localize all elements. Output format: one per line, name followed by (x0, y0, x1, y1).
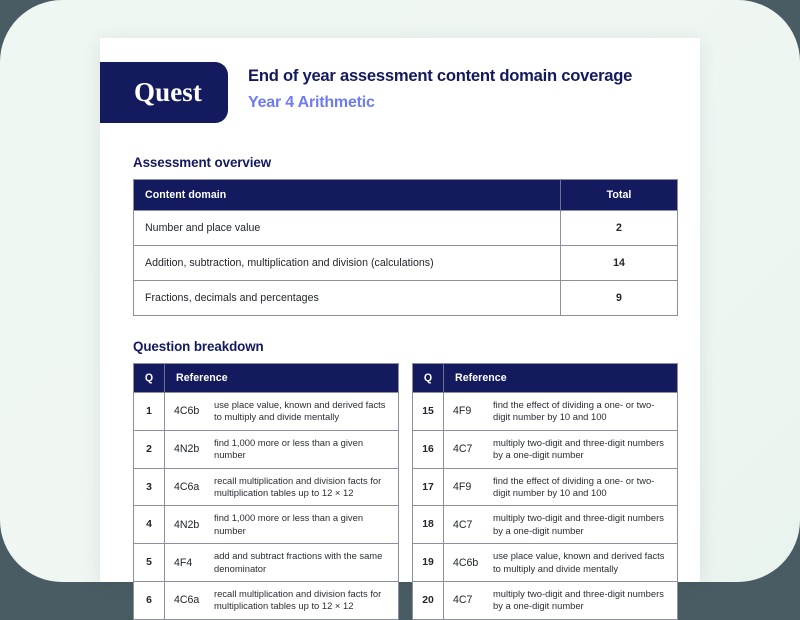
reference-code: 4C7 (453, 518, 473, 531)
reference-description: recall multiplication and division facts for multiplication tables up to 12 × 12 (214, 588, 382, 612)
question-number-cell: 18 (413, 506, 444, 544)
reference-code: 4C6a (174, 594, 200, 607)
reference-description: multiply two-digit and three-digit numbers by a one-digit number (493, 588, 664, 612)
reference-code: 4N2b (174, 518, 200, 531)
question-breakdown-heading: Question breakdown (133, 339, 264, 354)
reference-line (174, 550, 391, 575)
question-breakdown-grid (133, 363, 678, 620)
question-reference-cell (444, 430, 678, 468)
reference-code: 4N2b (174, 443, 200, 456)
question-number-cell: 3 (134, 468, 165, 506)
reference-code: 4F9 (453, 481, 472, 494)
question-reference-cell (444, 468, 678, 506)
title-block (248, 66, 688, 112)
question-right-col-reference: Reference (444, 364, 678, 393)
document-card (100, 38, 700, 612)
reference-description: find 1,000 more or less than a given number (214, 436, 364, 461)
overview-domain-cell: Number and place value (134, 211, 561, 246)
question-left-head (134, 364, 399, 393)
quest-logo-text: Quest (134, 77, 202, 107)
reference-code: 4C7 (453, 443, 473, 456)
table-row (413, 430, 678, 468)
question-number-cell: 4 (134, 506, 165, 544)
table-row (413, 582, 678, 620)
overview-total-cell: 2 (561, 211, 678, 246)
question-reference-cell (165, 582, 399, 620)
assessment-overview-heading: Assessment overview (133, 155, 272, 170)
overview-total-cell: 9 (561, 281, 678, 316)
reference-code: 4C6b (453, 556, 479, 569)
question-reference-cell (165, 468, 399, 506)
reference-line (174, 437, 391, 462)
reference-description: find 1,000 more or less than a given number (214, 512, 364, 536)
reference-line (174, 399, 391, 424)
table-row (134, 506, 399, 544)
question-reference-cell (165, 506, 399, 544)
reference-code: 4F4 (174, 556, 193, 569)
question-reference-cell (165, 393, 399, 431)
table-row (134, 393, 399, 431)
question-number-cell: 1 (134, 393, 165, 431)
reference-description: multiply two-digit and three-digit numbers by a one-digit number (493, 512, 664, 536)
reference-code: 4C7 (453, 594, 473, 607)
question-left-header-row (134, 364, 399, 393)
question-right-head (413, 364, 678, 393)
question-number-cell: 19 (413, 544, 444, 582)
table-row (134, 544, 399, 582)
reference-description: find the effect of dividing a one- or two-digit number by 10 and 100 (493, 474, 655, 499)
question-right-body (413, 393, 678, 620)
question-left-col-reference: Reference (165, 364, 399, 393)
question-table-left (133, 363, 399, 620)
reference-code: 4F9 (453, 405, 472, 418)
reference-description: find the effect of dividing a one- or two-digit number by 10 and 100 (493, 399, 655, 423)
overview-table-head (134, 180, 678, 211)
reference-description: use place value, known and derived facts to multiply and divide mentally (214, 399, 386, 423)
table-row (413, 468, 678, 506)
overview-domain-cell: Fractions, decimals and percentages (134, 281, 561, 316)
table-row (134, 281, 678, 316)
question-reference-cell (444, 393, 678, 431)
assessment-overview-section (133, 155, 678, 316)
table-row (134, 582, 399, 620)
reference-description: use place value, known and derived facts to multiply and divide mentally (493, 550, 665, 574)
reference-line (453, 550, 670, 575)
table-row (134, 468, 399, 506)
reference-line (453, 437, 670, 462)
reference-line (453, 475, 670, 500)
question-reference-cell (444, 582, 678, 620)
reference-line (174, 475, 391, 500)
reference-code: 4C6b (174, 405, 200, 418)
question-number-cell: 5 (134, 544, 165, 582)
reference-line (174, 588, 391, 613)
question-number-cell: 2 (134, 430, 165, 468)
question-number-cell: 15 (413, 393, 444, 431)
reference-description: add and subtract fractions with the same denominator (214, 550, 383, 574)
overview-header-row (134, 180, 678, 211)
question-number-cell: 20 (413, 582, 444, 620)
question-reference-cell (165, 430, 399, 468)
question-breakdown-section (133, 339, 678, 620)
question-number-cell: 16 (413, 430, 444, 468)
reference-description: recall multiplication and division facts for multiplication tables up to 12 × 12 (214, 474, 382, 499)
reference-line (453, 399, 670, 424)
overview-total-cell: 14 (561, 246, 678, 281)
question-reference-cell (165, 544, 399, 582)
overview-col-domain: Content domain (134, 180, 561, 211)
table-row (134, 246, 678, 281)
question-table-right (412, 363, 678, 620)
question-number-cell: 6 (134, 582, 165, 620)
document-header (100, 62, 700, 128)
table-row (413, 544, 678, 582)
question-table-left-column (133, 363, 399, 620)
assessment-overview-table (133, 179, 678, 316)
question-left-body (134, 393, 399, 620)
quest-logo (100, 62, 228, 123)
reference-description: multiply two-digit and three-digit numbers by a one-digit number (493, 436, 664, 461)
question-reference-cell (444, 506, 678, 544)
question-right-header-row (413, 364, 678, 393)
table-row (413, 506, 678, 544)
reference-line (453, 588, 670, 613)
table-row (413, 393, 678, 431)
page-title: End of year assessment content domain coverage (248, 66, 633, 85)
question-table-right-column (412, 363, 678, 620)
reference-line (174, 512, 391, 537)
reference-code: 4C6a (174, 481, 200, 494)
table-row (134, 430, 399, 468)
reference-line (453, 512, 670, 537)
question-number-cell: 17 (413, 468, 444, 506)
table-row (134, 211, 678, 246)
question-left-col-q: Q (134, 364, 165, 393)
page-subtitle: Year 4 Arithmetic (248, 93, 375, 111)
question-reference-cell (444, 544, 678, 582)
overview-table-body (134, 211, 678, 316)
question-right-col-q: Q (413, 364, 444, 393)
overview-col-total: Total (561, 180, 678, 211)
overview-domain-cell: Addition, subtraction, multiplication and division (calculations) (134, 246, 561, 281)
